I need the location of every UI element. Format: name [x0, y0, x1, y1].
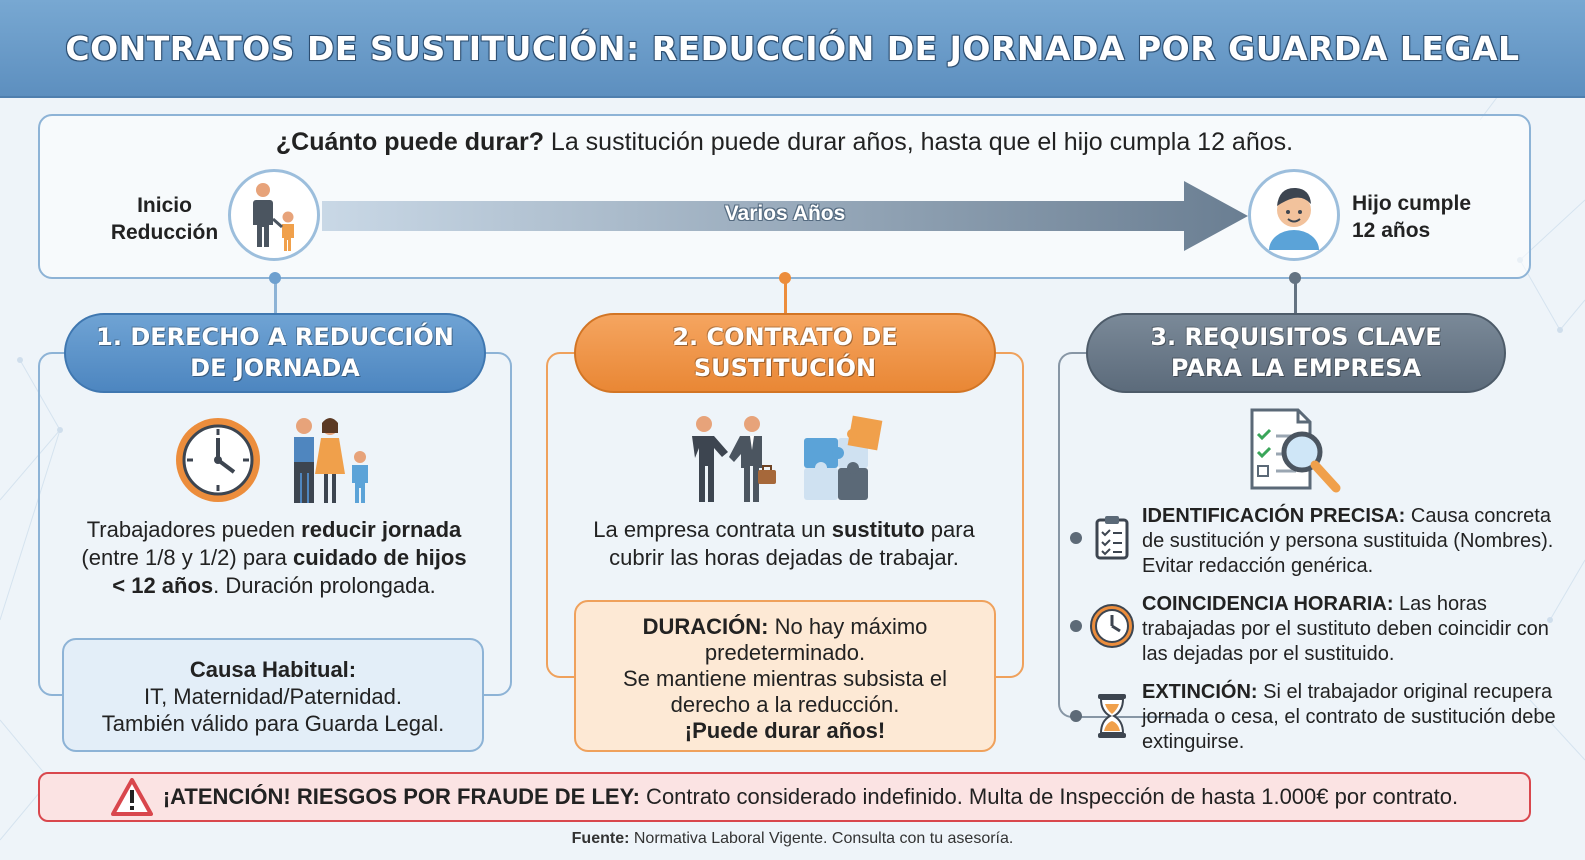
- child-face-icon: [1248, 169, 1340, 261]
- hourglass-icon: [1088, 692, 1136, 740]
- clock-icon: [172, 414, 264, 506]
- derecho-text-b: reducir jornada: [301, 517, 462, 542]
- contrato-text-b: sustituto: [831, 517, 925, 542]
- timeline-end-label-line-1: Hijo cumple: [1352, 192, 1472, 215]
- warning-text: Contrato considerado indefinido. Multa de Inspección de hasta 1.000€ por contrato.: [639, 784, 1459, 809]
- derecho-title-line-2: DE JORNADA: [190, 354, 360, 382]
- requisito-text: [1142, 592, 1562, 667]
- connector-col-1: [274, 279, 277, 315]
- requisito-dot: [1070, 710, 1082, 722]
- warning-label: ¡ATENCIÓN! RIESGOS POR FRAUDE DE LEY:: [162, 784, 640, 809]
- requisito-dot: [1070, 620, 1082, 632]
- causa-habitual-line-1: IT, Maternidad/Paternidad.: [143, 684, 403, 709]
- derecho-description: [46, 516, 502, 600]
- causa-habitual-line-2: También válido para Guarda Legal.: [101, 711, 445, 736]
- duracion-text: No hay máximo: [768, 614, 928, 639]
- timeline-start-label-line-1: Inicio: [137, 194, 192, 217]
- requisitos-title-line-2: PARA LA EMPRESA: [1170, 354, 1422, 382]
- requisito-item-coincidencia: [1070, 592, 1560, 672]
- document-magnifier-icon: [1246, 406, 1344, 494]
- requisito-item-identificacion: [1070, 504, 1560, 584]
- timeline-start-label: [102, 192, 227, 246]
- duracion-line-5: ¡Puede durar años!: [684, 718, 886, 743]
- connector-dot-2: [779, 272, 791, 284]
- derecho-title: [64, 313, 486, 393]
- contrato-description: [556, 516, 1012, 572]
- derecho-text-e: < 12 años: [112, 573, 214, 598]
- requisito-label: COINCIDENCIA HORARIA:: [1142, 593, 1394, 615]
- requisito-text: [1142, 504, 1562, 579]
- requisitos-title-line-1: 3. REQUISITOS CLAVE: [1150, 323, 1442, 351]
- contrato-title-line-2: SUSTITUCIÓN: [693, 354, 877, 382]
- derecho-text-c: (entre 1/8 y 1/2) para: [81, 545, 293, 570]
- clock-icon: [1088, 602, 1136, 650]
- timeline-end-label: [1352, 190, 1512, 244]
- connector-dot-3: [1289, 272, 1301, 284]
- contrato-title: [574, 313, 996, 393]
- derecho-text-f: . Duración prolongada.: [213, 573, 436, 598]
- requisito-label: IDENTIFICACIÓN PRECISA:: [1142, 505, 1406, 527]
- page-title: CONTRATOS DE SUSTITUCIÓN: REDUCCIÓN DE JORNADA POR GUARDA LEGAL: [65, 28, 1520, 68]
- derecho-text-a: Trabajadores pueden: [86, 517, 302, 542]
- causa-habitual-title: Causa Habitual:: [189, 657, 357, 682]
- contrato-text-a: La empresa contrata un: [593, 517, 832, 542]
- timeline-panel: [38, 114, 1531, 279]
- requisito-text: [1142, 680, 1562, 755]
- warning-triangle-icon: [111, 778, 153, 816]
- warning-banner: [38, 772, 1531, 822]
- timeline-start-label-line-2: Reducción: [110, 221, 219, 244]
- source-text: Normativa Laboral Vigente. Consulta con tu asesoría.: [629, 830, 1014, 847]
- derecho-text-d: cuidado de hijos: [292, 545, 467, 570]
- source-label: Fuente:: [571, 830, 630, 847]
- connector-col-3: [1294, 279, 1297, 315]
- connector-col-2: [784, 279, 787, 315]
- requisito-dot: [1070, 532, 1082, 544]
- duracion-box: [574, 600, 996, 752]
- requisito-description: Las horas trabajadas por el sustituto deben coincidir con las dejadas por el sustituido.: [1142, 593, 1549, 665]
- requisito-item-extincion: [1070, 680, 1560, 760]
- timeline-question-text: La sustitución puede durar años, hasta que el hijo cumpla 12 años.: [543, 128, 1294, 156]
- handshake-icon: [680, 412, 786, 506]
- contrato-text-d: cubrir las horas dejadas de trabajar.: [609, 545, 959, 570]
- requisito-description: Si el trabajador original recupera jornada o cesa, el contrato de sustitución debe extinguirse.: [1142, 681, 1556, 753]
- requisito-description: Causa concreta de sustitución y persona sustituida (Nombres). Evitar redacción genérica.: [1142, 505, 1554, 577]
- duracion-label: DURACIÓN:: [642, 614, 769, 639]
- causa-habitual-box: [62, 638, 484, 752]
- duracion-line-2: predeterminado.: [704, 640, 866, 665]
- connector-dot-1: [269, 272, 281, 284]
- source-note: [0, 830, 1585, 848]
- duracion-line-4: derecho a la reducción.: [670, 692, 900, 717]
- puzzle-icon: [800, 412, 890, 506]
- parent-child-icon: [228, 169, 320, 261]
- contrato-title-line-1: 2. CONTRATO DE: [672, 323, 898, 351]
- timeline-duration-label: Varios Años: [724, 202, 846, 225]
- family-icon: [284, 412, 380, 506]
- header-banner: [0, 0, 1585, 98]
- requisitos-title: [1086, 313, 1506, 393]
- timeline-question-bold: ¿Cuánto puede durar?: [275, 128, 544, 156]
- derecho-title-line-1: 1. DERECHO A REDUCCIÓN: [96, 323, 454, 351]
- timeline-end-label-line-2: 12 años: [1352, 219, 1431, 242]
- duracion-line-3: Se mantiene mientras subsista el: [622, 666, 948, 691]
- clipboard-checklist-icon: [1088, 514, 1136, 562]
- timeline-question: [40, 128, 1529, 157]
- contrato-text-c: para: [924, 517, 975, 542]
- requisito-label: EXTINCIÓN:: [1142, 681, 1258, 703]
